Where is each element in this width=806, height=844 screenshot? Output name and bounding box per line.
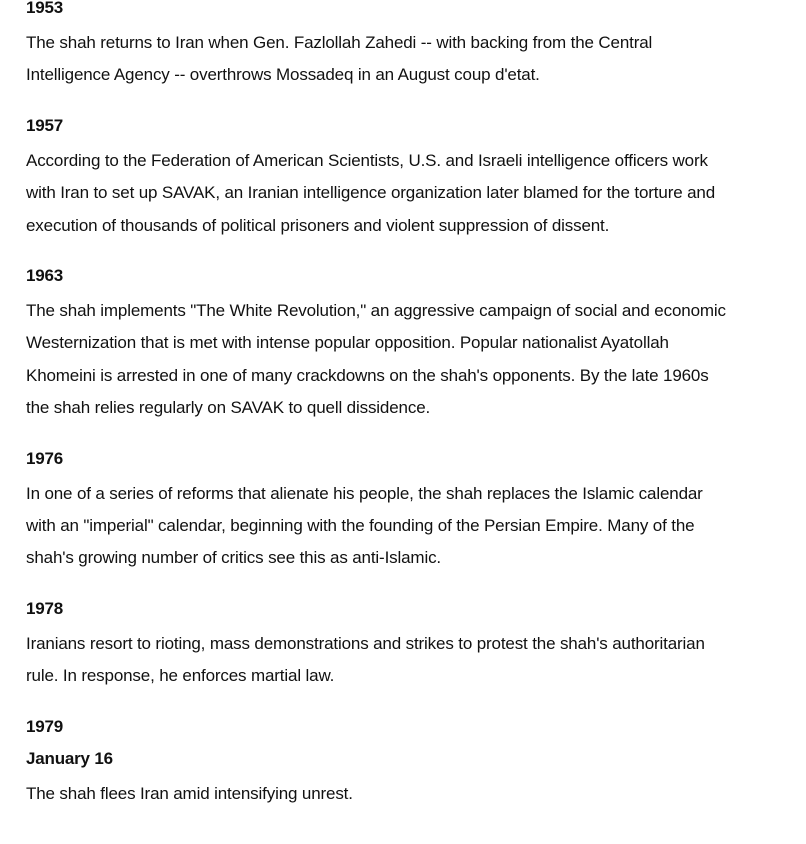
year-heading: 1957 (26, 115, 64, 135)
timeline-entry-1976 (26, 446, 726, 575)
timeline-entry-1963 (26, 263, 726, 425)
timeline-entry-1978 (26, 596, 726, 693)
entry-text: In one of a series of reforms that alienate his people, the shah replaces the Islamic calendar with an "imperial" calendar, beginning with the founding of the Persian Empire. Many of the shah's growing number of critics see this as anti-Islamic. (26, 483, 703, 568)
entry-text: Iranians resort to rioting, mass demonstrations and strikes to protest the shah's authoritarian rule. In response, he enforces martial law. (26, 633, 705, 686)
timeline-entry-1979 (26, 714, 726, 810)
entry-text: The shah implements "The White Revolution," an aggressive campaign of social and economic Westernization that is met with intense popular opposition. Popular nationalist Ayatollah Khomeini is arrested in one of many crackdowns on the shah's opponents. By the late 1960s the shah relies regularly on SAVAK to quell dissidence. (26, 301, 726, 418)
date-subheading: January 16 (26, 748, 113, 768)
timeline-entry-1957 (26, 113, 726, 242)
timeline (26, 0, 726, 831)
year-heading: 1978 (26, 598, 64, 618)
timeline-entry-1953 (26, 0, 726, 92)
entry-text: The shah returns to Iran when Gen. Fazlollah Zahedi -- with backing from the Central Intelligence Agency -- overthrows Mossadeq in an August coup d'etat. (26, 33, 653, 85)
entry-text: According to the Federation of American Scientists, U.S. and Israeli intelligence officers work with Iran to set up SAVAK, an Iranian intelligence organization later blamed for the torture and execution of thousands of political prisoners and violent suppression of dissent. (26, 150, 715, 235)
entry-text: The shah flees Iran amid intensifying unrest. (26, 783, 353, 803)
year-heading: 1953 (26, 0, 64, 17)
year-heading: 1979 (26, 716, 64, 736)
year-heading: 1976 (26, 448, 64, 468)
year-heading: 1963 (26, 266, 64, 286)
